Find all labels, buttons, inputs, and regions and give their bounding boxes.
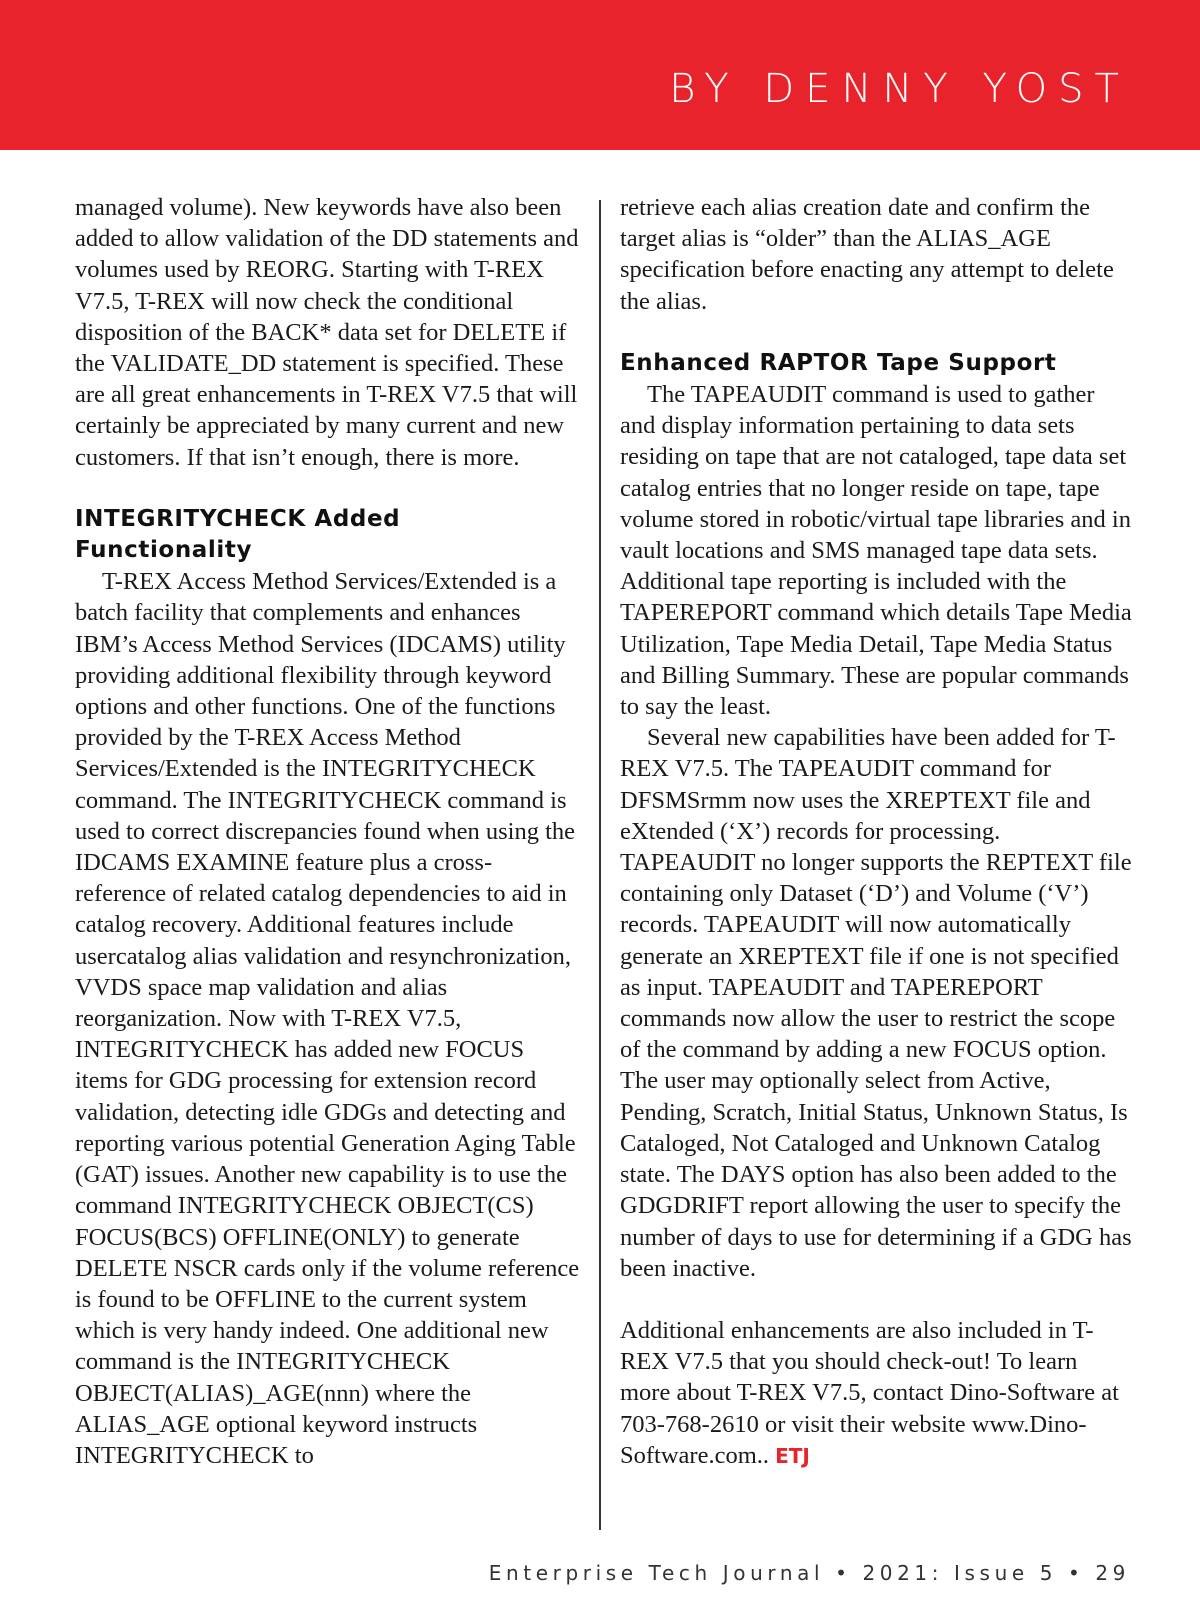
right-paragraph-1: retrieve each alias creation date and confirm the target alias is “older” than the ALIAS_AGE specification before enacting any attempt to delete the alias. bbox=[620, 194, 1114, 315]
etj-end-mark: ETJ bbox=[775, 1443, 810, 1468]
right-paragraph-2: The TAPEAUDIT command is used to gather and display information pertaining to data sets residing on tape that are not cataloged, tape data set catalog entries that no longer reside on tape, tape volume stored in robotic/virtual tape libraries and in vault locations and SMS managed tape data sets. Additional tape reporting is included with the TAPEREPORT command which details Tape Media Utilization, Tape Media Detail, Tape Media Status and Billing Summary. These are popular commands to say the least. bbox=[620, 381, 1132, 721]
left-paragraph-2: T-REX Access Method Services/Extended is a batch facility that complements and enhances IBM’s Access Method Services (IDCAMS) utility providing additional flexibility through keyword options and other functions. One of the functions provided by the T-REX Access Method Services/Extended is the INTEGRITYCHECK command. The INTEGRITYCHECK command is used to correct discrepancies found when using the IDCAMS EXAMINE feature plus a cross-reference of related catalog dependencies to aid in catalog recovery. Additional features include usercatalog alias validation and resynchronization, VVDS space map validation and alias reorganization. Now with T-REX V7.5, INTEGRITYCHECK has added new FOCUS items for GDG processing for extension record validation, detecting idle GDGs and detecting and reporting various potential Generation Aging Table (GAT) issues. Another new capability is to use the command INTEGRITYCHECK OBJECT(CS) FOCUS(BCS) OFFLINE(ONLY) to generate DELETE NSCR cards only if the volume reference is found to be OFFLINE to the current system which is very handy indeed. One additional new command is the INTEGRITYCHECK OBJECT(ALIAS)_AGE(nnn) where the ALIAS_AGE optional keyword instructs INTEGRITYCHECK to bbox=[75, 568, 580, 1469]
left-paragraph-1: managed volume). New keywords have also been added to allow validation of the DD statements and volumes used by REORG. Starting with T-REX V7.5, T-REX will now check the conditional disposition of the BACK* data set for DELETE if the VALIDATE_DD statement is specified. These are all great enhancements in T-REX V7.5 that will certainly be appreciated by many current and new customers. If that isn’t enough, there is more. bbox=[75, 194, 579, 471]
column-divider bbox=[599, 200, 601, 1530]
byline: BY DENNY YOST bbox=[669, 66, 1130, 112]
page-footer: Enterprise Tech Journal • 2021: Issue 5 • 29 bbox=[488, 1561, 1130, 1585]
section-heading-raptor: Enhanced RAPTOR Tape Support bbox=[620, 349, 1057, 376]
left-column bbox=[75, 192, 583, 1471]
section-heading-integritycheck: INTEGRITYCHECK Added Functionality bbox=[75, 505, 401, 564]
closing-text: Additional enhancements are also included in T-REX V7.5 that you should check-out! To learn more about T-REX V7.5, contact Dino-Software at 703-768-2610 or visit their website www.Dino-Software.com.. bbox=[620, 1316, 1119, 1469]
header-banner bbox=[0, 0, 1200, 150]
right-column bbox=[620, 192, 1132, 1472]
right-paragraph-4 bbox=[620, 1315, 1132, 1472]
right-paragraph-3: Several new capabilities have been added for T-REX V7.5. The TAPEAUDIT command for DFSMSrmm now uses the XREPTEXT file and eXtended (‘X’) records for processing. TAPEAUDIT no longer supports the REPTEXT file containing only Dataset (‘D’) and Volume (‘V’) records. TAPEAUDIT will now automatically generate an XREPTEXT file if one is not specified as input. TAPEAUDIT and TAPEREPORT commands now allow the user to restrict the scope of the command by adding a new FOCUS option. The user may optionally select from Active, Pending, Scratch, Initial Status, Unknown Status, Is Cataloged, Not Cataloged and Unknown Catalog state. The DAYS option has also been added to the GDGDRIFT report allowing the user to specify the number of days to use for determining if a GDG has been inactive. bbox=[620, 724, 1132, 1282]
